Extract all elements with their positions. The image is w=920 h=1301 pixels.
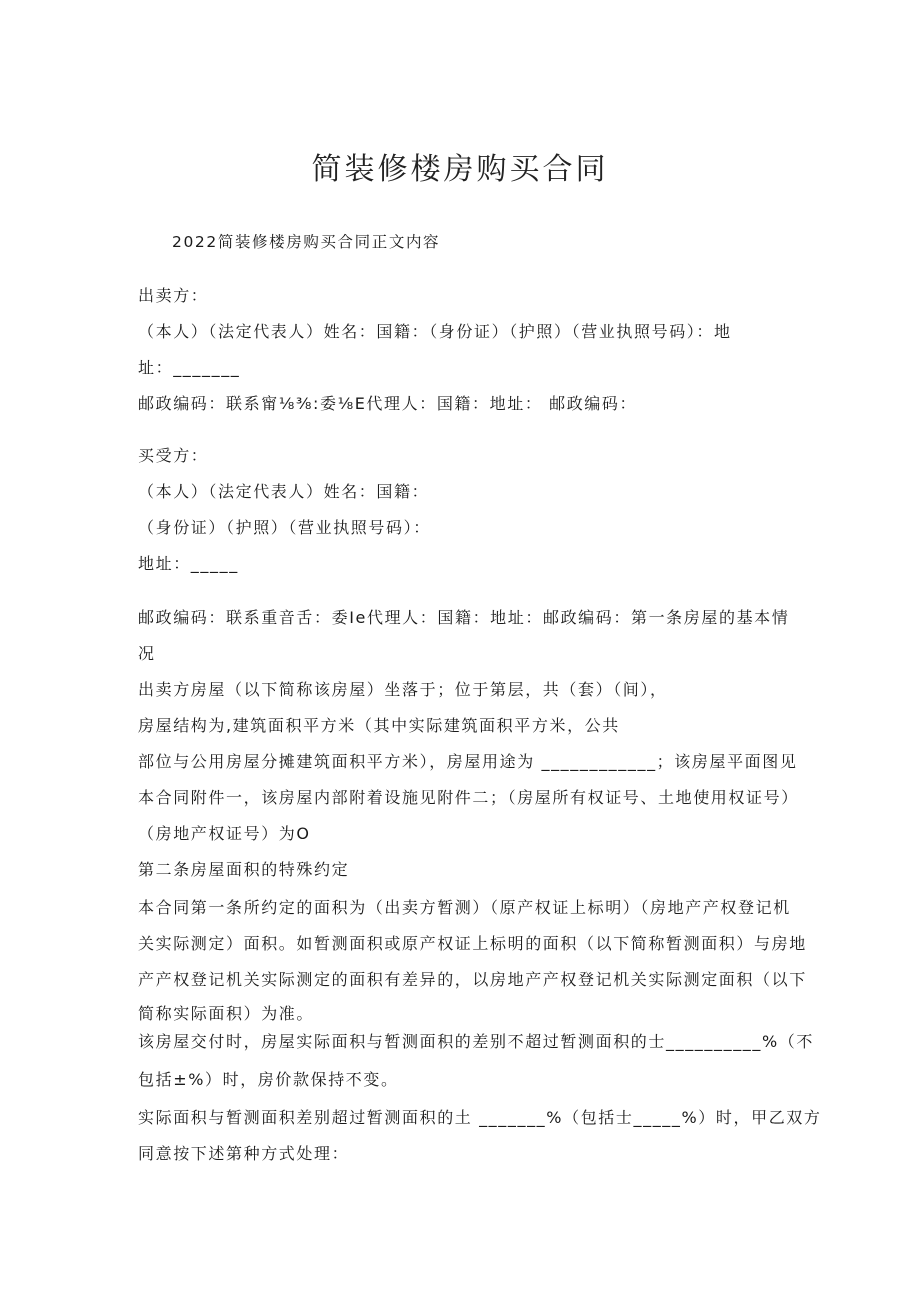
document-subtitle: 2022简装修楼房购买合同正文内容 [172,233,441,251]
article-heading: 第二条房屋面积的特殊约定 [138,860,350,879]
body-text-line: 房屋结构为,建筑面积平方米（其中实际建筑面积平方米，公共 [138,716,620,735]
seller-postal-line: 邮政编码：联系甯⅛⅜:委⅛E代理人：国籍：地址： 邮政编码： [138,394,638,413]
body-text-line: （房地产权证号）为O [138,824,311,843]
seller-heading: 出卖方： [138,286,209,305]
body-text-line: 该房屋交付时，房屋实际面积与暂测面积的差别不超过暂测面积的士__________%（不 [138,1032,815,1051]
body-text-line: 本合同附件一，该房屋内部附着设施见附件二；（房屋所有权证号、土地使用权证号） [138,788,799,807]
buyer-address-line: 地址：_____ [138,554,239,573]
seller-address-line: 址：_______ [138,358,241,377]
body-text-line: 同意按下述第种方式处理： [138,1144,350,1163]
body-text-line: 包括±%）时，房价款保持不变。 [138,1070,399,1089]
buyer-heading: 买受方： [138,446,209,465]
body-text-line: 简称实际面积）为准。 [138,1004,315,1023]
body-text-line: 本合同第一条所约定的面积为（出卖方暂测）（原产权证上标明）（房地产产权登记机 [138,898,791,917]
seller-identity-line: （本人）（法定代表人）姓名：国籍：（身份证）（护照）（营业执照号码）：地 [138,322,732,341]
buyer-identity-line: （本人）（法定代表人）姓名：国籍： [138,482,430,501]
buyer-postal-line: 邮政编码：联系重音舌：委Ie代理人：国籍：地址：邮政编码：第一条房屋的基本情 [138,608,790,627]
buyer-id-line: （身份证）（护照）（营业执照号码）： [138,518,431,537]
body-text-line: 部位与公用房屋分摊建筑面积平方米），房屋用途为 ____________；该房屋平面图见 [138,752,798,771]
body-text-line: 产产权登记机关实际测定的面积有差异的，以房地产产权登记机关实际测定面积（以下 [138,970,807,989]
document-title: 简装修楼房购买合同 [311,152,609,187]
body-text-line: 实际面积与暂测面积差别超过暂测面积的土 _______%（包括士_____%）时，甲乙双方 [138,1108,822,1127]
body-text-line: 关实际测定）面积。如暂测面积或原产权证上标明的面积（以下简称暂测面积）与房地 [138,934,807,953]
body-text-line: 出卖方房屋（以下简称该房屋）坐落于；位于第层，共（套）（间）， [138,680,668,699]
body-text-line: 况 [138,644,156,663]
